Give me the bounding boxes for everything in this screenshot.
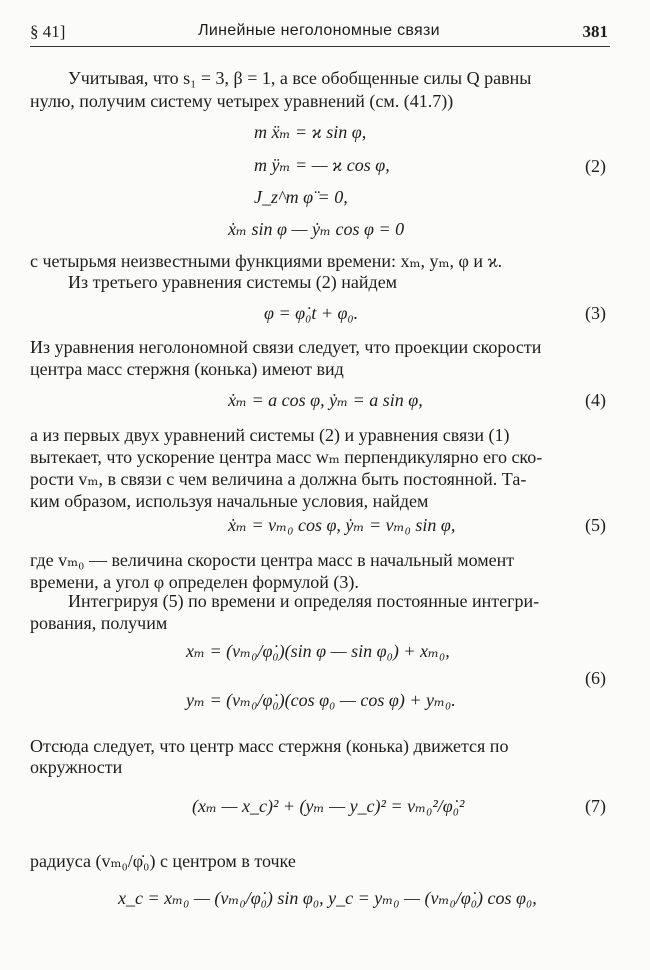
equation-3: φ = φ̇₀t + φ₀. (264, 303, 359, 323)
paragraph-line: где vₘ₀ — величина скорости центра масс в начальный момент (30, 550, 515, 570)
equation-6b: yₘ = (vₘ₀/φ̇₀)(cos φ₀ — cos φ) + yₘ₀. (186, 690, 456, 710)
equation-5: ẋₘ = vₘ₀ cos φ, ẏₘ = vₘ₀ sin φ, (228, 515, 456, 535)
equation-2d: ẋₘ sin φ — ẏₘ cos φ = 0 (228, 219, 405, 239)
equation-number: (6) (585, 668, 606, 688)
paragraph-line: радиуса (vₘ₀/φ̇₀) с центром в точке (30, 851, 296, 871)
equation-2c: J_z^m φ̈ = 0, (254, 187, 348, 207)
paragraph-line: Из уравнения неголономной связи следует, что проекции скорости (30, 337, 542, 357)
equation-number: (2) (585, 156, 606, 176)
paragraph-line: вытекает, что ускорение центра масс wₘ перпендикулярно его ско- (30, 447, 543, 467)
equation-number: (7) (585, 796, 606, 816)
paragraph-line: Отсюда следует, что центр масс стержня (конька) движется по (30, 736, 509, 756)
chapter-title: Линейные неголономные связи (198, 22, 440, 39)
equation-2a: m ẍₘ = ϰ sin φ, (254, 122, 367, 142)
paragraph-line: времени, а угол φ определен формулой (3). (30, 572, 359, 592)
equation-2b: m ÿₘ = — ϰ cos φ, (254, 155, 390, 175)
paragraph-line: Интегрируя (5) по времени и определяя постоянные интегри- (68, 591, 540, 611)
paragraph-line: центра масс стержня (конька) имеют вид (30, 359, 344, 379)
equation-7: (xₘ — x_c)² + (yₘ — y_c)² = vₘ₀²/φ̇₀² (192, 796, 465, 816)
paragraph-line: Учитывая, что s₁ = 3, β = 1, а все обобщенные силы Q равны (68, 68, 532, 88)
equation-number: (4) (585, 390, 606, 410)
paragraph-line: нулю, получим систему четырех уравнений (см. (41.7)) (30, 91, 454, 111)
paragraph-line: а из первых двух уравнений системы (2) и уравнения связи (1) (30, 425, 510, 445)
equation-4: ẋₘ = a cos φ, ẏₘ = a sin φ, (228, 390, 423, 410)
running-header (30, 22, 608, 46)
page-number: 381 (582, 22, 608, 41)
equation-6a: xₘ = (vₘ₀/φ̇₀)(sin φ — sin φ₀) + xₘ₀, (186, 641, 450, 661)
paragraph-line: с четырьмя неизвестными функциями времени: xₘ, yₘ, φ и ϰ. (30, 251, 503, 271)
paragraph-line: рования, получим (30, 613, 168, 633)
paragraph-line: рости vₘ, в связи с чем величина a должна быть постоянной. Та- (30, 469, 527, 489)
paragraph-line: ким образом, используя начальные условия, найдем (30, 491, 429, 511)
equation-number: (3) (585, 303, 606, 323)
section-marker: § 41] (30, 22, 66, 41)
equation-center: x_c = xₘ₀ — (vₘ₀/φ̇₀) sin φ₀, y_c = yₘ₀ — (vₘ₀/φ̇₀) cos φ₀, (118, 888, 537, 908)
paragraph-line: окружности (30, 757, 123, 777)
equation-number: (5) (585, 515, 606, 535)
paragraph-line: Из третьего уравнения системы (2) найдем (68, 272, 398, 292)
header-rule (30, 46, 610, 47)
